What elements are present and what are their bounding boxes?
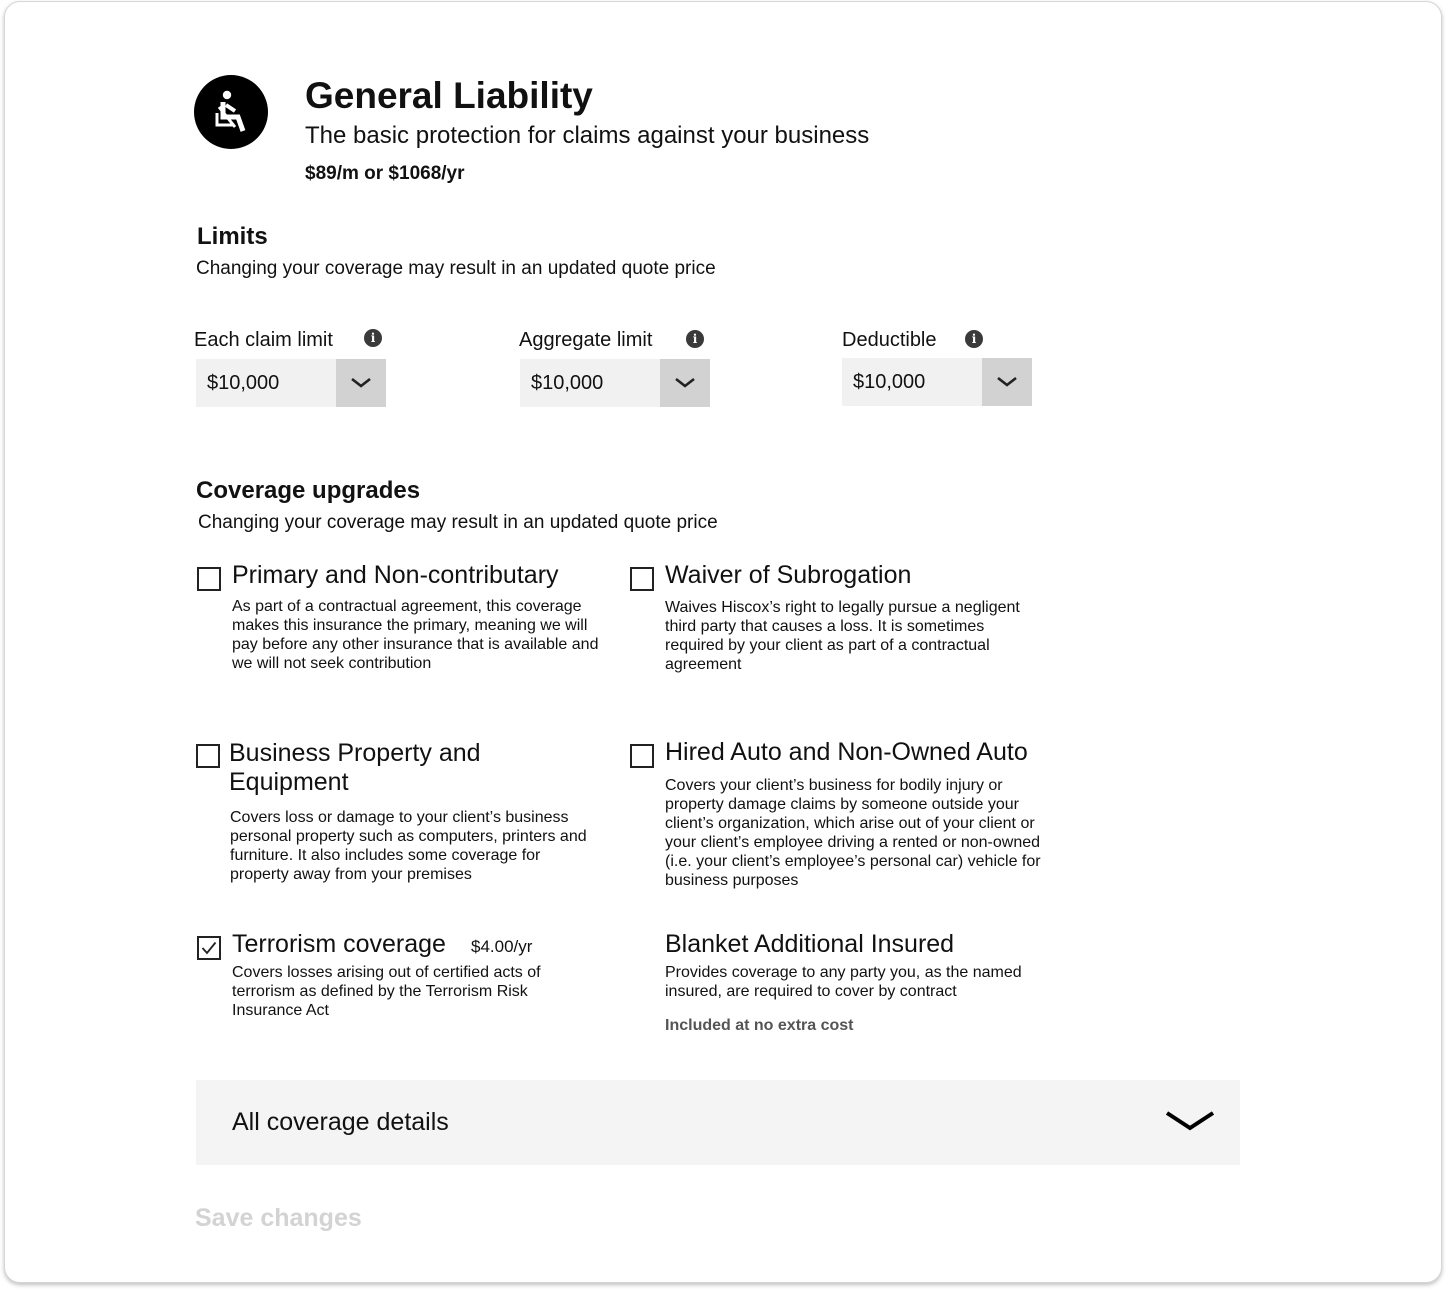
limits-note: Changing your coverage may result in an updated quote price: [196, 258, 716, 279]
limits-heading: Limits: [197, 223, 268, 250]
terrorism-coverage-checkbox[interactable]: [197, 936, 221, 960]
info-icon[interactable]: i: [965, 330, 983, 348]
checkmark-icon: [201, 941, 217, 955]
policy-price: $89/m or $1068/yr: [305, 163, 465, 184]
page-title: General Liability: [305, 75, 593, 116]
person-seated-icon: [194, 75, 268, 149]
chevron-down-icon[interactable]: [336, 359, 386, 407]
option-title: Waiver of Subrogation: [665, 561, 912, 589]
chevron-down-icon[interactable]: [1164, 1108, 1216, 1139]
option-title: Terrorism coverage: [232, 930, 446, 958]
info-icon[interactable]: i: [364, 329, 382, 347]
upgrades-heading: Coverage upgrades: [196, 477, 421, 504]
each-claim-limit-select[interactable]: [196, 359, 386, 407]
all-coverage-details-accordion[interactable]: [196, 1080, 1240, 1165]
select-value: $10,000: [853, 371, 926, 393]
select-value: $10,000: [207, 372, 280, 394]
aggregate-limit-label: Aggregate limit: [519, 329, 653, 351]
included-note: Included at no extra cost: [665, 1017, 854, 1034]
hired-auto-checkbox[interactable]: [630, 744, 654, 768]
option-price: $4.00/yr: [471, 937, 533, 956]
aggregate-limit-select[interactable]: [520, 359, 710, 407]
chevron-down-icon[interactable]: [660, 359, 710, 407]
waiver-of-subrogation-checkbox[interactable]: [630, 567, 654, 591]
option-title: Business Property and Equipment: [229, 739, 481, 796]
deductible-label: Deductible: [842, 329, 937, 351]
option-description: Provides coverage to any party you, as the named insured, are required to cover by contract: [665, 964, 1022, 1000]
info-icon[interactable]: i: [686, 330, 704, 348]
each-claim-limit-label: Each claim limit: [194, 329, 333, 351]
deductible-select[interactable]: [842, 358, 1032, 406]
option-description: Covers losses arising out of certified acts of terrorism as defined by the Terrorism Risk Insurance Act: [232, 964, 541, 1019]
option-title: Hired Auto and Non-Owned Auto: [665, 738, 1028, 766]
save-changes-button[interactable]: Save changes: [195, 1204, 362, 1232]
option-title: Blanket Additional Insured: [665, 930, 955, 958]
primary-noncontributary-checkbox[interactable]: [197, 567, 221, 591]
option-description: As part of a contractual agreement, this coverage makes this insurance the primary, meaning we will pay before any other insurance that is available and we will not seek contribution: [232, 598, 599, 672]
accordion-label: All coverage details: [232, 1108, 449, 1136]
option-description: Waives Hiscox’s right to legally pursue a negligent third party that causes a loss. It is sometimes required by your client as part of a contractual agreement: [665, 599, 1020, 673]
page-subtitle: The basic protection for claims against your business: [305, 122, 870, 149]
option-description: Covers your client’s business for bodily injury or property damage claims by someone outside your client’s organization, which arise out of your client or your client’s employee driving a rented or non-owned (i.e. your client’s employee’s personal car) vehicle for business purposes: [665, 777, 1041, 889]
select-value: $10,000: [531, 372, 604, 394]
option-title: Primary and Non-contributary: [232, 561, 559, 589]
chevron-down-icon[interactable]: [982, 358, 1032, 406]
business-property-checkbox[interactable]: [196, 744, 220, 768]
option-description: Covers loss or damage to your client’s business personal property such as computers, printers and furniture. It also includes some coverage for property away from your premises: [230, 809, 587, 883]
upgrades-note: Changing your coverage may result in an updated quote price: [198, 512, 718, 533]
